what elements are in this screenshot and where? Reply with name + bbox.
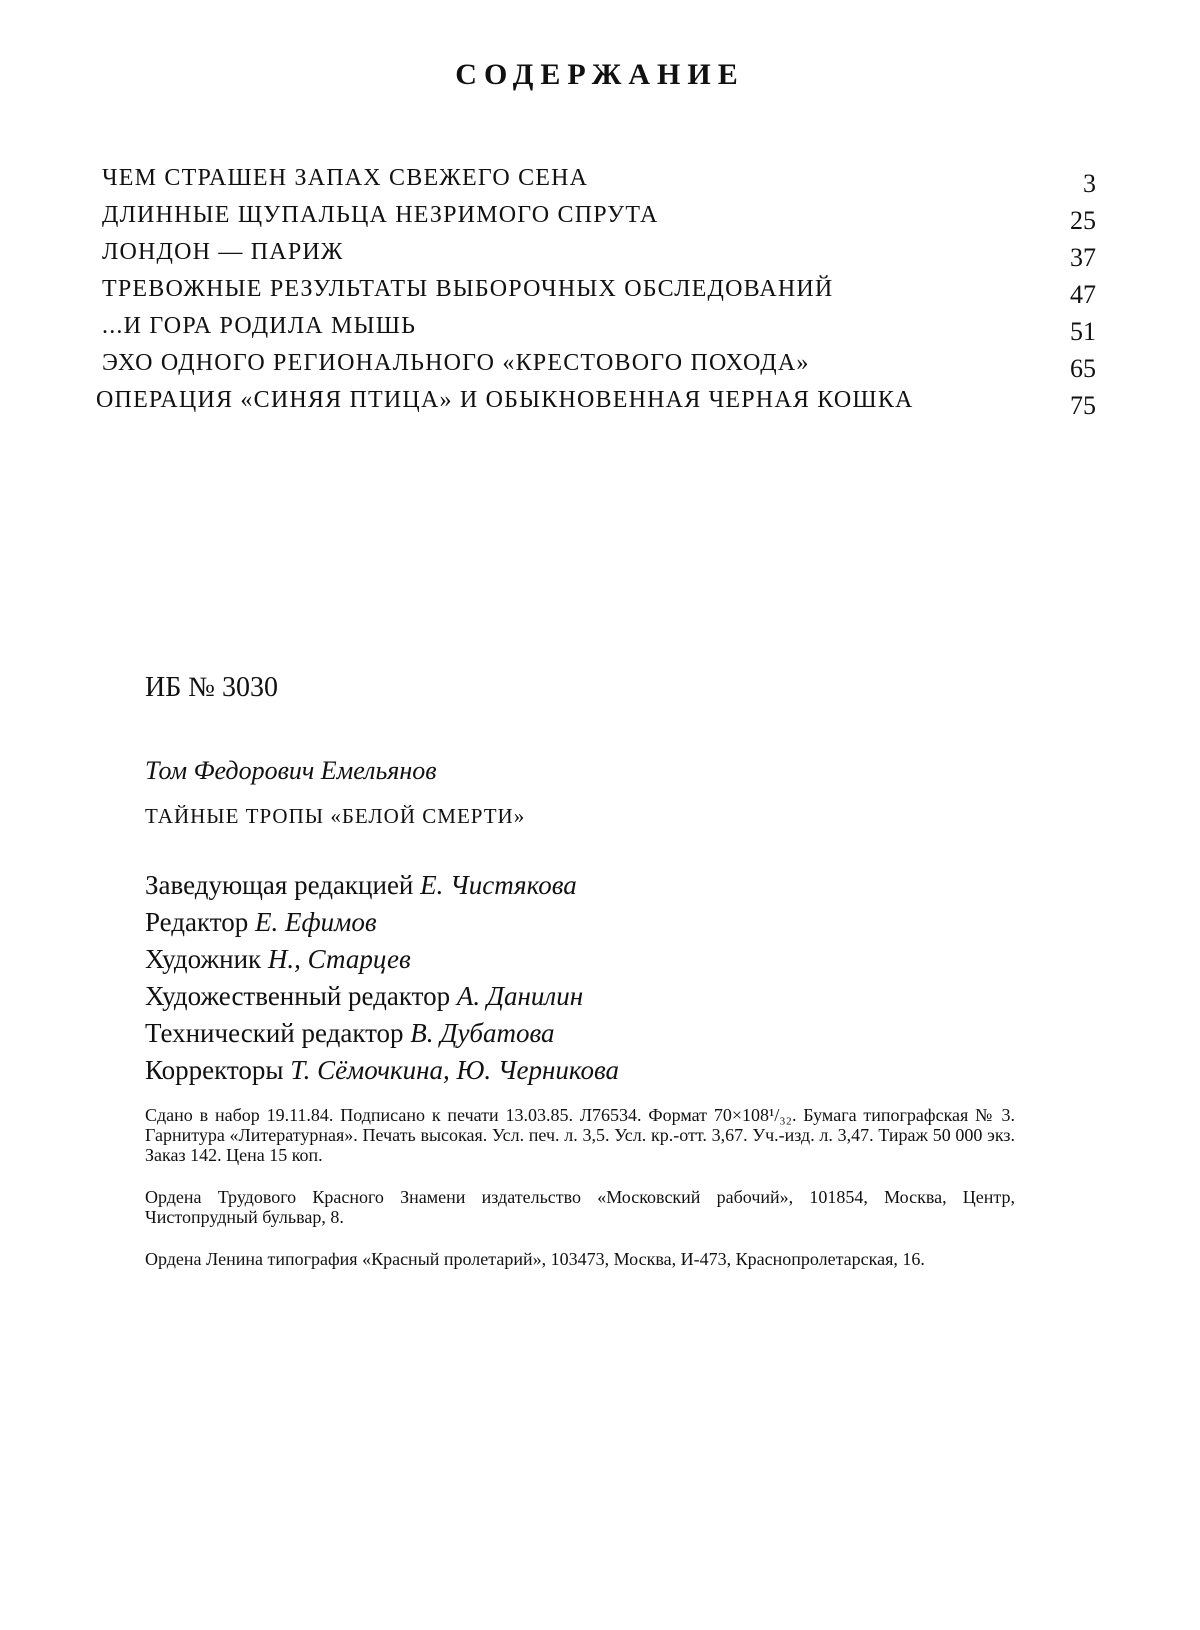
- toc-entry-page: 47: [1070, 280, 1096, 309]
- toc-entry-label: ДЛИННЫЕ ЩУПАЛЬЦА НЕЗРИМОГО СПРУТА: [102, 202, 659, 228]
- toc-entry-page: 3: [1083, 169, 1096, 198]
- ib-number: ИБ № 3030: [145, 672, 279, 703]
- credit-name: Н., Старцев: [267, 944, 411, 974]
- toc-entry-page: 75: [1070, 391, 1096, 420]
- credit-role: Технический редактор: [145, 1018, 404, 1048]
- credit-role: Художник: [145, 944, 262, 974]
- author-name: Том Федорович Емельянов: [145, 756, 437, 785]
- printer-info: Ордена Ленина типография «Красный пролетарий», 103473, Москва, И-473, Краснопролетарская, 16.: [145, 1249, 925, 1269]
- table-of-contents: [96, 165, 1096, 424]
- toc-entry-label: ЭХО ОДНОГО РЕГИОНАЛЬНОГО «КРЕСТОВОГО ПОХОДА»: [102, 350, 810, 376]
- publisher-info: Ордена Трудового Красного Знамени издательство «Московский рабочий», 101854, Москва, Центр, Чистопрудный бульвар, 8.: [145, 1187, 1015, 1227]
- toc-entry-page: 51: [1070, 317, 1096, 346]
- credit-line: [145, 904, 1045, 941]
- credit-line: [145, 1052, 1045, 1089]
- credit-line: [145, 978, 1045, 1015]
- toc-entry: [96, 239, 1096, 276]
- credit-line: [145, 867, 1045, 904]
- toc-entry-label: ...И ГОРА РОДИЛА МЫШЬ: [102, 313, 417, 339]
- toc-entry-label: ТРЕВОЖНЫЕ РЕЗУЛЬТАТЫ ВЫБОРОЧНЫХ ОБСЛЕДОВАНИЙ: [102, 276, 834, 302]
- credit-role: Редактор: [145, 907, 249, 937]
- credit-role: Заведующая редакцией: [145, 870, 414, 900]
- credits-list: [145, 867, 1045, 1089]
- toc-entry-page: 25: [1070, 206, 1096, 235]
- print-details: Сдано в набор 19.11.84. Подписано к печати 13.03.85. Л76534. Формат 70×108¹/₃₂. Бумага типографская № 3. Гарнитура «Литературная». Печать высокая. Усл. печ. л. 3,5. Усл. кр.-отт. 3,67. Уч.-изд. л. 3,47. Тираж 50 000 экз. Заказ 142. Цена 15 коп.: [145, 1105, 1015, 1165]
- credit-name: Т. Сёмочкина, Ю. Черникова: [290, 1055, 619, 1085]
- toc-entry: [96, 165, 1096, 202]
- toc-entry: [96, 313, 1096, 350]
- credit-name: Е. Ефимов: [254, 907, 377, 937]
- toc-entry-label: ЛОНДОН — ПАРИЖ: [102, 239, 344, 265]
- toc-entry: [96, 202, 1096, 239]
- toc-title: СОДЕРЖАНИЕ: [455, 58, 745, 91]
- credit-name: Е. Чистякова: [420, 870, 577, 900]
- toc-entry: [96, 350, 1096, 387]
- credit-role: Корректоры: [145, 1055, 284, 1085]
- credit-name: А. Данилин: [456, 981, 584, 1011]
- toc-entry-label: ОПЕРАЦИЯ «СИНЯЯ ПТИЦА» И ОБЫКНОВЕННАЯ ЧЕРНАЯ КОШКА: [96, 387, 914, 413]
- credit-role: Художественный редактор: [145, 981, 451, 1011]
- book-title: ТАЙНЫЕ ТРОПЫ «БЕЛОЙ СМЕРТИ»: [145, 804, 526, 828]
- toc-entry-label: ЧЕМ СТРАШЕН ЗАПАХ СВЕЖЕГО СЕНА: [102, 165, 589, 191]
- toc-entry-page: 65: [1070, 354, 1096, 383]
- toc-entry: [96, 276, 1096, 313]
- credit-name: В. Дубатова: [410, 1018, 555, 1048]
- credit-line: [145, 941, 1045, 978]
- imprint-block: [145, 672, 1045, 1291]
- credit-line: [145, 1015, 1045, 1052]
- toc-entry: [96, 387, 1096, 424]
- toc-entry-page: 37: [1070, 243, 1096, 272]
